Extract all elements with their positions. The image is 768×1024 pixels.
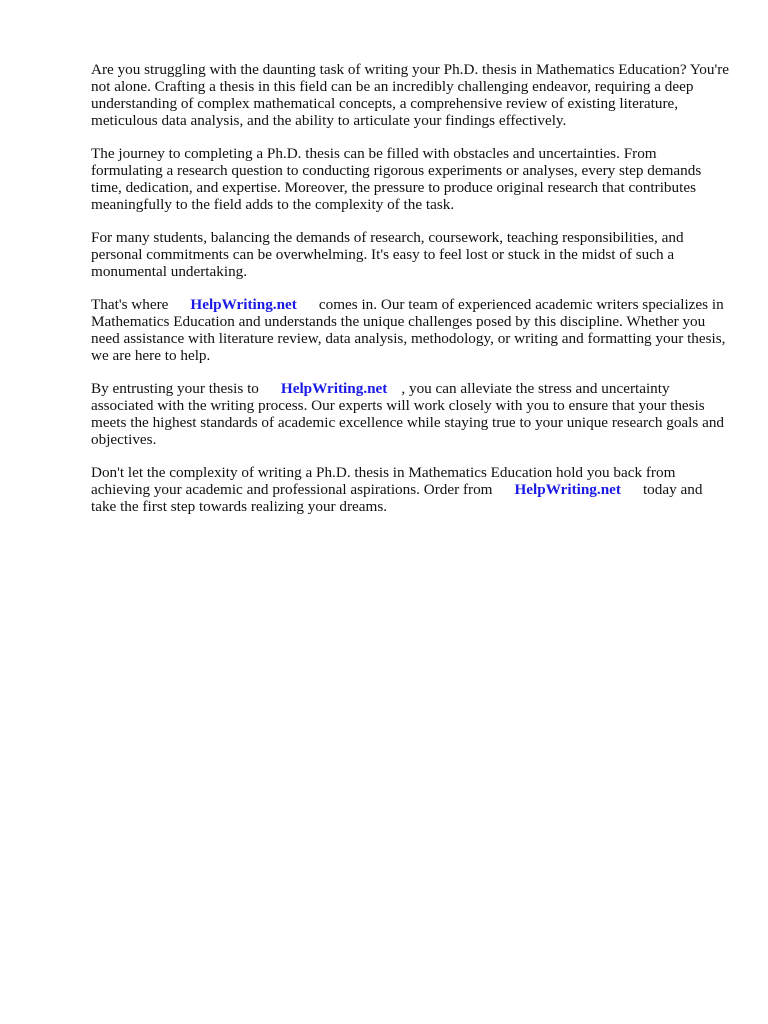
paragraph-journey: The journey to completing a Ph.D. thesis can be filled with obstacles and uncertainties. From formulating a research question to conducting rigorous experiments or analyses, every step demands time, dedication, and expertise. Moreover, the pressure to produce original research that contributes meaningfully to the field adds to the complexity of the task. [91, 145, 702, 213]
paragraph-text-before: Don't let the complexity of writing a Ph.D. thesis in Mathematics Education hold you back from achieving your academic and professional aspirations. Order from [91, 464, 676, 498]
paragraph-text-after: , you can alleviate the stress and uncertainty associated with the writing process. Our experts will work closely with you to ensure that your thesis meets the highest standards of academic excellence while staying true to your unique research goals and objectives. [91, 380, 725, 448]
helpwriting-link[interactable]: HelpWriting.net [190, 296, 297, 313]
paragraph-service [91, 296, 731, 364]
helpwriting-link[interactable]: HelpWriting.net [514, 481, 621, 498]
paragraph-text-after: today and take the first step towards realizing your dreams. [91, 481, 703, 515]
document-body [91, 61, 731, 531]
paragraph-text-after: comes in. Our team of experienced academic writers specializes in Mathematics Education and understands the unique challenges posed by this discipline. Whether you need assistance with literature review, data analysis, methodology, or writing and formatting your thesis, we are here to help. [91, 296, 726, 364]
paragraph-text-before: By entrusting your thesis to [91, 380, 259, 397]
helpwriting-link[interactable]: HelpWriting.net [280, 380, 388, 397]
paragraph-balancing: For many students, balancing the demands of research, coursework, teaching responsibilities, and personal commitments can be overwhelming. It's easy to feel lost or stuck in the midst of such a monumental undertaking. [91, 229, 684, 280]
paragraph-entrusting [91, 380, 731, 448]
paragraph-intro: Are you struggling with the daunting task of writing your Ph.D. thesis in Mathematics Education? You're not alone. Crafting a thesis in this field can be an incredibly challenging endeavor, requiring a deep understanding of complex mathematical concepts, a comprehensive review of existing literature, meticulous data analysis, and the ability to articulate your findings effectively. [91, 61, 729, 129]
paragraph-closing [91, 464, 731, 515]
paragraph-text-before: That's where [91, 296, 169, 313]
